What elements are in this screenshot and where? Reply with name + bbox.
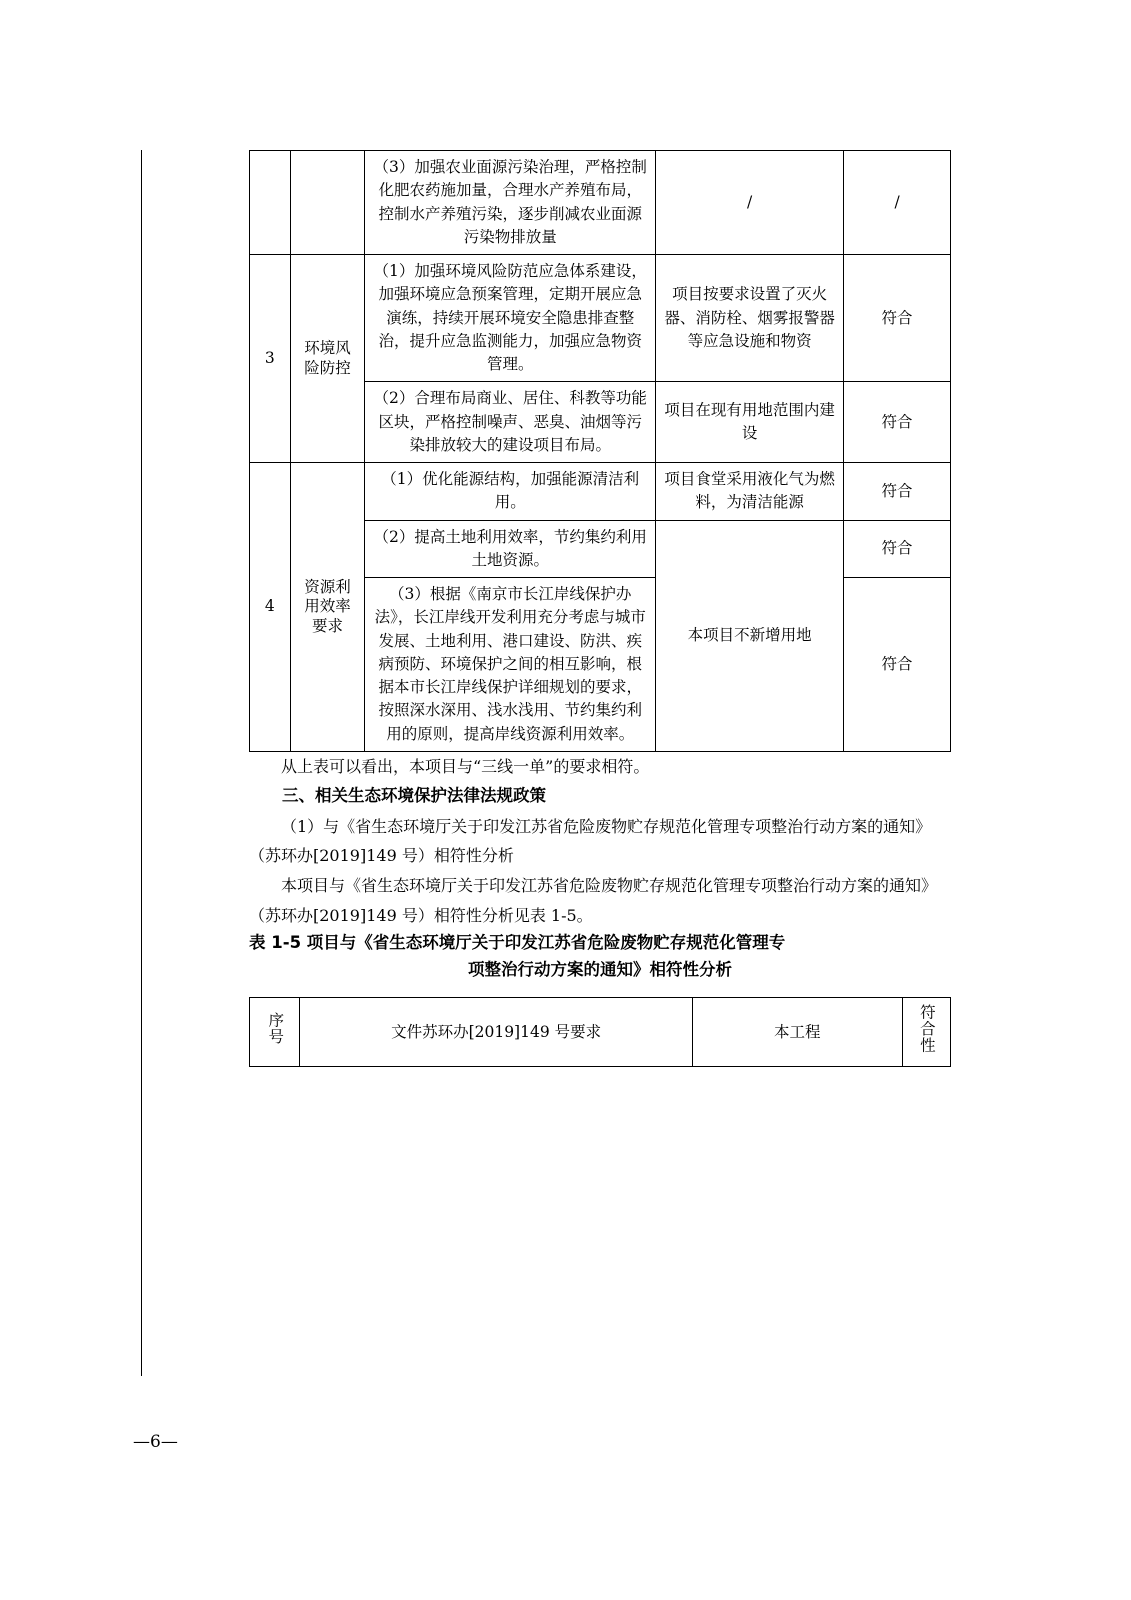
table-row [250, 255, 951, 382]
section-heading: 三、相关生态环境保护法律法规政策 [282, 786, 546, 806]
paragraph-1: （1）与《省生态环境厅关于印发江苏省危险废物贮存规范化管理专项整治行动方案的通知》（苏环办[2019]149 号）相符性分析 [249, 816, 932, 866]
header-no: 序号 [250, 998, 300, 1067]
page-content [249, 150, 951, 1067]
row-project-cell: 项目食堂采用液化气为燃料，为清洁能源 [656, 463, 844, 521]
row-category-cell: 资源利用效率要求 [290, 463, 365, 752]
row-conformity-cell: 符合 [844, 255, 951, 382]
compliance-analysis-table [249, 997, 951, 1067]
paragraph-2: 本项目与《省生态环境厅关于印发江苏省危险废物贮存规范化管理专项整治行动方案的通知》（苏环办[2019]149 号）相符性分析见表 1-5。 [249, 876, 938, 925]
row-requirement-cell: （2）提高土地利用效率，节约集约利用土地资源。 [365, 520, 656, 578]
row-project-cell: 项目按要求设置了灭火器、消防栓、烟雾报警器等应急设施和物资 [656, 255, 844, 382]
row-project-cell: / [656, 151, 844, 255]
header-conformity: 符合性 [902, 998, 950, 1067]
table2-caption-line2: 项整治行动方案的通知》相符性分析 [468, 959, 732, 979]
row-conformity-cell: 符合 [844, 520, 951, 578]
header-project: 本工程 [692, 998, 902, 1067]
table-header-row [250, 998, 951, 1067]
table2-caption-line1: 表 1-5 项目与《省生态环境厅关于印发江苏省危险废物贮存规范化管理专 [249, 933, 786, 953]
row-project-cell: 本项目不新增用地 [656, 520, 844, 751]
row-requirement-cell: （3）加强农业面源污染治理，严格控制化肥农药施加量，合理水产养殖布局，控制水产养殖污染，逐步削减农业面源污染物排放量 [365, 151, 656, 255]
row-requirement-cell: （1）加强环境风险防范应急体系建设，加强环境应急预案管理，定期开展应急演练，持续开展环境安全隐患排查整治，提升应急监测能力，加强应急物资管理。 [365, 255, 656, 382]
row-category-cell [290, 151, 365, 255]
row-conformity-cell: / [844, 151, 951, 255]
table-row [250, 463, 951, 521]
row-conformity-cell: 符合 [844, 578, 951, 752]
table2-caption [249, 930, 951, 983]
three-lines-one-permit-table [249, 150, 951, 752]
row-no-cell [250, 151, 291, 255]
row-conformity-cell: 符合 [844, 463, 951, 521]
row-requirement-cell: （1）优化能源结构，加强能源清洁利用。 [365, 463, 656, 521]
row-no-cell: 3 [250, 255, 291, 463]
header-requirement: 文件苏环办[2019]149 号要求 [300, 998, 692, 1067]
row-category-cell: 环境风险防控 [290, 255, 365, 463]
table-row [250, 151, 951, 255]
row-conformity-cell: 符合 [844, 382, 951, 463]
row-project-cell: 项目在现有用地范围内建设 [656, 382, 844, 463]
row-no-cell: 4 [250, 463, 291, 752]
page-number: —6— [133, 1432, 178, 1452]
row-requirement-cell: （2）合理布局商业、居住、科教等功能区块，严格控制噪声、恶臭、油烟等污染排放较大的建设项目布局。 [365, 382, 656, 463]
row-requirement-cell: （3）根据《南京市长江岸线保护办法》，长江岸线开发利用充分考虑与城市发展、土地利用、港口建设、防洪、疾病预防、环境保护之间的相互影响，根据本市长江岸线保护详细规划的要求，按照深水深用、浅水浅用、节约集约利用的原则，提高岸线资源利用效率。 [365, 578, 656, 752]
paragraph-after-table: 从上表可以看出，本项目与“三线一单”的要求相符。 [281, 756, 650, 776]
